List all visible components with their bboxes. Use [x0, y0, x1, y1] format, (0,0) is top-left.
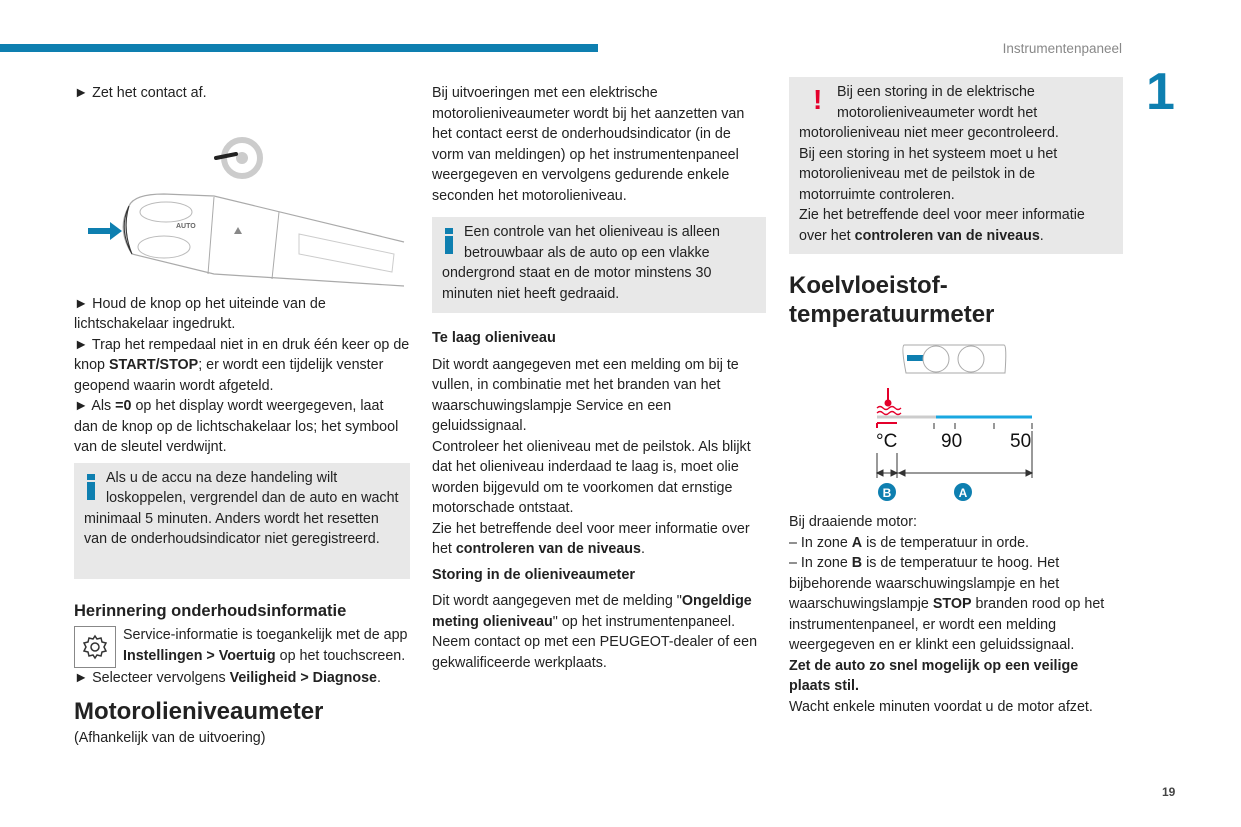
- low-oil-heading: Te laag olieniveau: [432, 330, 556, 346]
- text-segment: Een controle van het olieniveau is alleen betrouwbaar als de auto op een vlakke ondergrond staat en de motor minstens 30 minuten niet heeft gedraaid.: [442, 224, 720, 302]
- text-segment: – In zone: [789, 555, 852, 571]
- intro-text: [432, 83, 766, 206]
- gear-icon: [74, 626, 116, 668]
- info-icon: [86, 474, 96, 500]
- step-turn-off: [74, 83, 410, 104]
- running-intro: [789, 512, 1123, 533]
- middle-column: [432, 83, 766, 673]
- low-oil-text-3: [432, 519, 766, 560]
- coolant-gauge-diagram: [789, 335, 1123, 510]
- oil-gauge-subtitle: (Afhankelijk van de uitvoering): [74, 729, 266, 746]
- page-number: 19: [1162, 785, 1176, 799]
- text-segment: Neem contact op met een PEUGEOT-dealer of een gekwalificeerde werkplaats.: [432, 634, 758, 671]
- stop-text: [789, 656, 1123, 697]
- tick-label-90: 90: [941, 431, 963, 452]
- bold-text: Zet de auto zo snel mogelijk op een veilige plaats stil.: [789, 657, 1079, 694]
- bold-text: =0: [115, 398, 132, 414]
- press-arrow-icon: [88, 222, 122, 240]
- step-hold-button: [74, 294, 410, 335]
- svg-text:AUTO: AUTO: [176, 222, 196, 230]
- text-segment: Dit wordt aangegeven met de melding ": [432, 593, 682, 609]
- text-segment: op het touchscreen.: [275, 647, 406, 664]
- text-segment: Service-informatie is toegankelijk met de app: [123, 627, 408, 643]
- text-segment: .: [1039, 227, 1044, 244]
- coolant-heading: Koelvloeistof- temperatuurmeter: [789, 272, 995, 328]
- text-segment: ; er wordt een tijdelijk venster geopend waarin wordt afgeteld.: [74, 357, 384, 394]
- coolant-temperature-icon: [877, 388, 901, 415]
- text-segment: Bij uitvoeringen met een elektrische motorolieniveaumeter wordt bij het aanzetten van het contact eerst de onderhoudsindicator (in de vorm van meldingen) op het instrumentenpaneel weergegeven en vervolgens gedurende enkele seconden het motorolieniveau.: [432, 85, 745, 204]
- zone-a-text: [789, 533, 1123, 554]
- bold-text: B: [851, 555, 863, 571]
- low-oil-text: [432, 355, 766, 437]
- text-segment: .: [641, 541, 645, 557]
- text-segment: is de temperatuur in orde.: [862, 534, 1030, 551]
- info-box: [74, 463, 410, 579]
- info-text: [84, 468, 402, 550]
- text-segment: Bij een storing in het systeem moet u het motorolieniveau met de peilstok in de motorruimte controleren.: [799, 145, 1058, 203]
- step-release: [74, 396, 410, 458]
- bold-text: STOP: [932, 596, 972, 612]
- oil-gauge-heading: Motorolieniveaumeter: [74, 697, 324, 725]
- svg-text:A: A: [958, 486, 968, 500]
- low-oil-text-2: [432, 437, 766, 519]
- text-segment: Dit wordt aangegeven met een melding om bij te vullen, in combinatie met het branden van het waarschuwingslampje Service en een geluidssignaal.: [432, 356, 739, 434]
- text-segment: .: [377, 670, 381, 686]
- gauge-fault-text: [432, 591, 766, 632]
- text-segment: " op het instrumentenpaneel.: [552, 613, 736, 630]
- bold-text: Veiligheid > Diagnose: [229, 670, 377, 686]
- text-segment: ► Trap het rempedaal niet in en druk één keer op de knop: [74, 336, 410, 373]
- text-segment: Bij draaiende motor:: [789, 514, 917, 530]
- warning-box: [789, 77, 1123, 254]
- warning-text: [799, 82, 1115, 144]
- text-segment: Zie het betreffende deel voor meer informatie over het: [432, 520, 750, 557]
- header-accent-bar: [0, 44, 598, 52]
- reminder-step: [74, 668, 410, 689]
- left-column: [74, 83, 410, 748]
- text-segment: op het display wordt weergegeven, laat dan de knop op de lichtschakelaar los; het symbool van de sleutel verdwijnt.: [74, 398, 399, 455]
- text-segment: ► Houd de knop op het uiteinde van de lichtschakelaar ingedrukt.: [74, 295, 326, 332]
- info-icon: [444, 228, 454, 254]
- instrument-panel-icon: [903, 345, 1006, 373]
- steering-wheel-icon: [216, 140, 260, 176]
- text-segment: Wacht enkele minuten voordat u de motor afzet.: [789, 698, 1093, 715]
- tick-label-50: 50: [1010, 431, 1032, 452]
- text-segment: branden rood op het instrumentenpaneel, er wordt een melding weergegeven en er klinkt een geluidssignaal.: [789, 596, 1105, 653]
- text-segment: Controleer het olieniveau met de peilstok. Als blijkt dat het olieniveau inderdaad te laag is, moet olie worden bijgevuld om te voorkomen dat ernstige motorschade ontstaat.: [432, 438, 751, 516]
- text-segment: Als u de accu na deze handeling wilt loskoppelen, vergrendel dan de auto en wacht minimaal 5 minuten. Anders wordt het resetten van de onderhoudsindicator niet geregistreerd.: [84, 469, 399, 547]
- step-press-start: [74, 335, 410, 397]
- chapter-number: 1: [1146, 63, 1175, 121]
- section-title: Instrumentenpaneel: [1002, 41, 1122, 56]
- bold-text: A: [851, 534, 863, 551]
- text-segment: Zie het betreffende deel voor meer informatie over het: [799, 207, 1085, 244]
- reminder-heading: Herinnering onderhoudsinformatie: [74, 601, 347, 620]
- bold-text: controleren van de niveaus: [854, 227, 1040, 244]
- bold-text: Ongeldige meting olieniveau: [432, 593, 752, 630]
- warning-text-3: [799, 205, 1115, 246]
- bold-text: START/STOP: [108, 357, 199, 373]
- warning-icon: !: [813, 84, 823, 115]
- zone-b-text: [789, 553, 1123, 656]
- svg-text:B: B: [882, 486, 892, 500]
- unit-label: °C: [876, 431, 898, 452]
- text-segment: ► Selecteer vervolgens: [74, 670, 230, 686]
- wait-text: [789, 697, 1123, 718]
- bold-text: controleren van de niveaus: [455, 541, 641, 557]
- text-segment: ► Als: [74, 398, 116, 414]
- bold-text: Instellingen > Voertuig: [123, 647, 276, 664]
- reminder-text: [74, 625, 410, 666]
- info-box: [432, 217, 766, 313]
- text-segment: ► Zet het contact af.: [74, 85, 207, 101]
- text-segment: is de temperatuur te hoog. Het bijbehorende waarschuwingslampje en het waarschuwingslampje: [789, 555, 1060, 612]
- right-column: [789, 77, 1123, 717]
- text-segment: Bij een storing in de elektrische motorolieniveaumeter wordt het motorolieniveau niet meer gecontroleerd.: [799, 84, 1059, 141]
- light-stalk-illustration: [74, 114, 410, 289]
- gauge-fault-heading: Storing in de olieniveaumeter: [432, 566, 636, 583]
- text-segment: – In zone: [789, 534, 852, 551]
- gauge-fault-text-2: [432, 632, 766, 673]
- warning-text-2: [799, 144, 1115, 206]
- info-text: [442, 222, 758, 304]
